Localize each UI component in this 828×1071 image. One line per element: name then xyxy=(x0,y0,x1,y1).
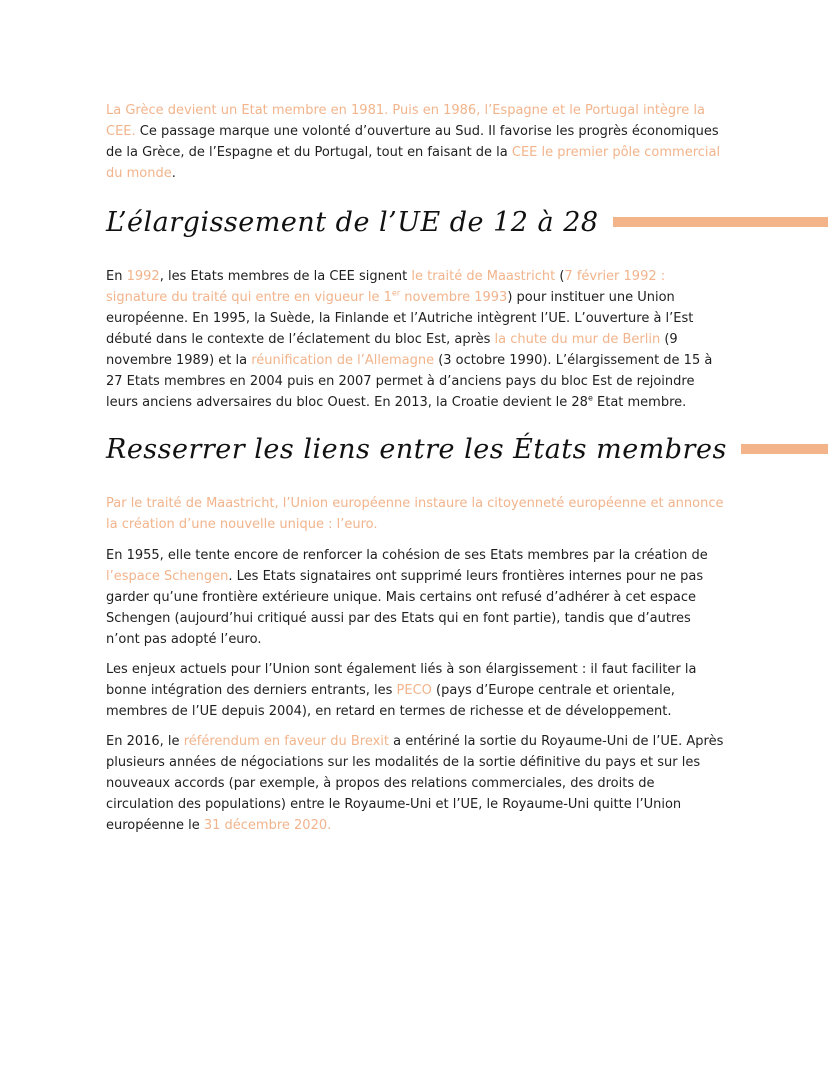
text-segment: ( xyxy=(555,269,565,284)
superscript-er: er xyxy=(391,288,401,298)
highlight-treaty-dates-end: novembre 1993 xyxy=(400,290,508,305)
highlight-commercial-pole: CEE le premier pôle commercial du monde xyxy=(106,145,721,181)
section-heading-ties xyxy=(106,429,828,469)
section-heading-enlargement xyxy=(106,202,828,242)
highlight-maastricht-treaty: le traité de Maastricht xyxy=(411,269,556,284)
text-segment: En xyxy=(106,269,127,284)
highlight-german-reunification: réunification de l’Allemagne xyxy=(251,353,435,368)
text-segment: En 1955, elle tente encore de renforcer la cohésion de ses Etats membres par la création de xyxy=(106,548,708,563)
highlight-treaty-dates: 7 février 1992 : signature du traité qui entre en vigueur le 1 xyxy=(106,269,666,305)
paragraph-greece-spain-portugal xyxy=(106,100,724,184)
text-segment: . xyxy=(171,166,176,181)
heading-accent-bar xyxy=(741,444,828,454)
paragraph-schengen xyxy=(106,545,724,650)
highlight-accession-dates: La Grèce devient un Etat membre en 1981. Puis en 1986, l’Espagne et le Portugal intègre la CEE. xyxy=(106,103,705,139)
highlight-year-1992: 1992 xyxy=(126,269,160,284)
text-segment: (9 novembre 1989) et la xyxy=(106,332,678,368)
highlight-schengen: l’espace Schengen xyxy=(106,569,229,584)
text-segment: . Les Etats signataires ont supprimé leurs frontières internes pour ne pas garder qu’une frontière extérieure unique. Mais certains ont refusé d’adhérer à cet espace Schengen (aujourd’hui critiqué aussi par des Etats qui en font partie), tandis que d’autres n’ont pas adopté l’euro. xyxy=(106,569,704,647)
heading-enlargement-title: L’élargissement de l’UE de 12 à 28 xyxy=(106,206,599,238)
heading-ties-title: Resserrer les liens entre les États membres xyxy=(106,433,727,465)
text-segment: Les enjeux actuels pour l’Union sont également liés à son élargissement : il faut faciliter la bonne intégration des derniers entrants, les xyxy=(106,662,697,698)
text-segment: ) pour instituer une Union européenne. En 1995, la Suède, la Finlande et l’Autriche intègrent l’UE. L’ouverture à l’Est débuté dans le contexte de l’éclatement du bloc Est, après xyxy=(106,290,694,347)
text-segment: En 2016, le xyxy=(106,734,184,749)
text-segment: Ce passage marque une volonté d’ouverture au Sud. Il favorise les progrès économiques de la Grèce, de l’Espagne et du Portugal, tout en faisant de la xyxy=(106,124,719,160)
heading-accent-bar xyxy=(613,217,828,227)
highlight-brexit-referendum: référendum en faveur du Brexit xyxy=(183,734,389,749)
paragraph-peco xyxy=(106,659,724,722)
highlight-berlin-wall: la chute du mur de Berlin xyxy=(494,332,661,347)
paragraph-citizenship-euro: Par le traité de Maastricht, l’Union européenne instaure la citoyenneté européenne et annonce la création d’une nouvelle unique : l’euro. xyxy=(106,496,724,532)
text-segment: (3 octobre 1990). L’élargissement de 15 à 27 Etats membres en 2004 puis en 2007 permet à d’anciens pays du bloc Est de rejoindre leurs anciens adversaires du bloc Ouest. En 2013, la Croatie devient le 28 xyxy=(106,353,713,410)
text-segment: Etat membre. xyxy=(592,395,687,410)
text-segment: a entériné la sortie du Royaume-Uni de l’UE. Après plusieurs années de négociations sur les modalités de la sortie définitive du pays et sur les nouveaux accords (par exemple, à propos des relations commerciales, des droits de circulation des populations) entre le Royaume-Uni et l’UE, le Royaume-Uni quitte l’Union européenne le xyxy=(106,734,724,833)
text-segment: , les Etats membres de la CEE signent xyxy=(159,269,412,284)
highlight-peco: PECO xyxy=(396,683,432,698)
text-segment: (pays d’Europe centrale et orientale, membres de l’UE depuis 2004), en retard en termes de richesse et de développement. xyxy=(106,683,675,719)
highlight-exit-date: 31 décembre 2020. xyxy=(203,818,332,833)
paragraph-brexit xyxy=(106,731,724,836)
superscript-e: e xyxy=(587,393,593,403)
paragraph-maastricht-enlargement xyxy=(106,266,724,413)
